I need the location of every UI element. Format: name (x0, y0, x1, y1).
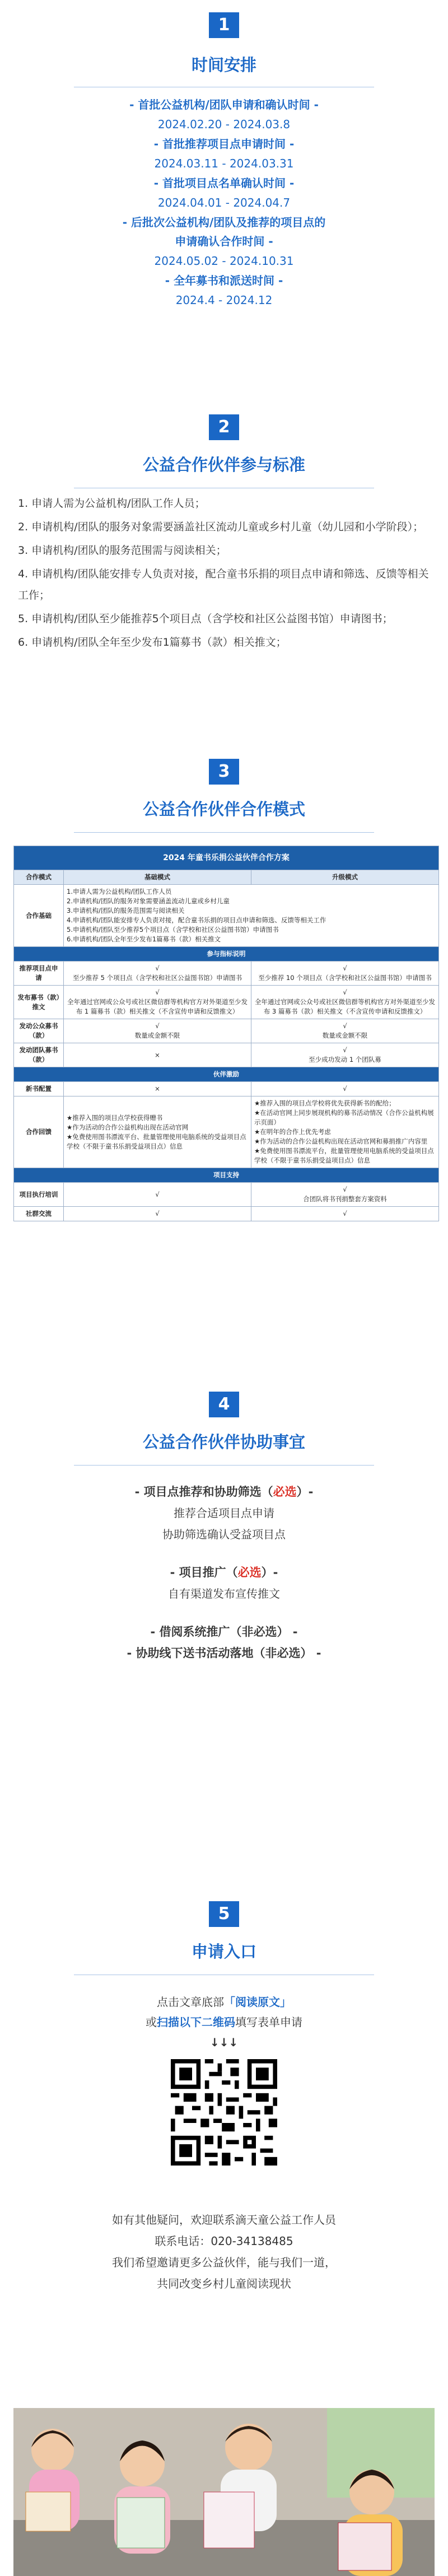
row-label: 合作回馈 (14, 1096, 64, 1168)
read-original-link[interactable]: 「阅读原文」 (224, 1995, 291, 2009)
criteria-line: 4.申请机构/团队能安排专人负责对接，配合童书乐捐的项目点申请和筛选、反馈等相关工作 (67, 916, 326, 924)
qr-code-icon (171, 2059, 277, 2166)
section-number-badge: 1 (209, 12, 239, 38)
contact-line: 如有其他疑问，欢迎联系滴天童公益工作人员 (112, 2213, 336, 2227)
basic-criteria (64, 885, 439, 947)
row-label: 发动团队募书（款） (14, 1043, 64, 1067)
row-label: 合作基础 (14, 885, 64, 947)
assistance-list (0, 1481, 448, 1664)
section-number-badge: 5 (209, 1901, 239, 1927)
timeline-heading: - 全年募书和派送时间 - (165, 274, 283, 287)
contact-line: 共同改变乡村儿童阅读现状 (157, 2277, 291, 2290)
section-title: 公益合作伙伴协助事宜 (142, 1432, 305, 1452)
entry-instructions (0, 1992, 448, 2052)
band-label: 项目支持 (14, 1168, 439, 1183)
upgrade-cell: √ 合团队将书刊捐整套方案资料 (251, 1183, 439, 1207)
table-header: 合作模式 (14, 870, 64, 885)
row-label: 发布募书（款）推文 (14, 986, 64, 1019)
heading-text: - 项目推广（ (170, 1566, 238, 1579)
section-entry (0, 1901, 448, 2294)
upgrade-cell: √ 至少成功发动 1 个团队募 (251, 1043, 439, 1067)
basic-cell: √ 数量或金额不限 (64, 1019, 251, 1043)
timeline-heading: - 首批公益机构/团队申请和确认时间 - (129, 98, 319, 111)
upgrade-cell: ★推荐入围的项目点学校将优先获得新书的配给； ★在活动官网上同步展现机构的募书活动情况（合作公益机构展示页面） ★在明年的合作上优先考虑 ★作为活动的合作公益机构出现在活动官网和募捐推广内容里 ★免费使用图书漂流平台，批量管理使用电脑系统的受益项目点学校（不限于童书乐捐受益项目点）信息 (251, 1096, 439, 1168)
required-tag: 必选 (237, 1566, 262, 1579)
upgrade-cell: √ 全年通过官网或公众号或社区微信群等机构官方对外渠道至少发布 3 篇募书（款）相关推文（不含宣传申请和反馈推文） (251, 986, 439, 1019)
row-label: 项目执行培训 (14, 1183, 64, 1207)
down-arrows: ↓↓↓ (209, 2036, 239, 2049)
table-band (14, 1067, 439, 1082)
timeline-item (0, 174, 448, 213)
band-label: 伙伴激励 (14, 1067, 439, 1082)
contact-phone: 联系电话：020-34138485 (155, 2234, 293, 2248)
criteria-line: 6.申请机构/团队全年至少发布1篇募书（款）相关推文 (67, 935, 221, 943)
table-row (14, 1019, 439, 1043)
standards-list (18, 493, 432, 655)
assist-item-heading: - 协助线下送书活动落地（非必选） - (127, 1646, 321, 1660)
divider (74, 1465, 374, 1466)
basic-cell: √ 全年通过官网或公众号或社区微信群等机构官方对外渠道至少发布 1 篇募书（款）相关推文（不含宣传申请和反馈推文） (64, 986, 251, 1019)
upgrade-cell: √ (251, 1207, 439, 1221)
list-item: 5. 申请机构/团队至少能推荐5个项目点（含学校和社区公益图书馆）申请图书； (18, 613, 393, 625)
criteria-line: 5.申请机构/团队至少推荐5个项目点（含学校和社区公益图书馆）申请图书 (67, 926, 279, 934)
entry-line (0, 1992, 448, 2012)
table-row (14, 1096, 439, 1168)
list-item: 1. 申请人需为公益机构/团队工作人员； (18, 497, 206, 510)
timeline-item (0, 134, 448, 174)
section-title: 公益合作伙伴合作模式 (142, 800, 305, 819)
basic-cell: √ (64, 1183, 251, 1207)
basic-cell: √ (64, 1207, 251, 1221)
contact-line: 我们希望邀请更多公益伙伴，能与我们一道， (112, 2256, 336, 2269)
table-row (14, 1207, 439, 1221)
heading-text: ）- (261, 1566, 278, 1579)
required-tag: 必选 (273, 1485, 297, 1499)
timeline-item (0, 95, 448, 134)
assist-item-heading: - 借阅系统推广（非必选） - (150, 1625, 298, 1639)
list-item: 6. 申请机构/团队全年至少发布1篇募书（款）相关推文； (18, 636, 287, 648)
entry-text: 点击文章底部 (157, 1995, 224, 2009)
timeline-date: 2024.4 - 2024.12 (175, 293, 273, 307)
timeline-item (0, 213, 448, 271)
timeline-heading: - 首批推荐项目点申请时间 - (153, 137, 295, 151)
assist-item-heading (0, 1562, 448, 1583)
assist-item-heading (0, 1481, 448, 1502)
timeline-heading: - 首批项目点名单确认时间 - (153, 176, 295, 190)
basic-cell: × (64, 1082, 251, 1096)
upgrade-cell: √ 至少推荐 10 个项目点（含学校和社区公益图书馆）申请图书 (251, 962, 439, 986)
row-label: 社群交流 (14, 1207, 64, 1221)
timeline-date: 2024.03.11 - 2024.03.31 (154, 157, 294, 170)
table-row (14, 962, 439, 986)
section-schedule (0, 12, 448, 310)
list-item: 3. 申请机构/团队的服务范围需与阅读相关； (18, 544, 227, 557)
contact-block (0, 2209, 448, 2294)
qr-code[interactable] (171, 2059, 277, 2166)
section-number-badge: 4 (209, 1392, 239, 1417)
row-label: 推荐项目点申请 (14, 962, 64, 986)
section-assistance (0, 1392, 448, 1664)
heading-text: ）- (296, 1485, 314, 1499)
list-item: 2. 申请机构/团队的服务对象需要涵盖社区流动儿童或乡村儿童（幼儿园和小学阶段）； (18, 521, 424, 533)
timeline-date: 2024.05.02 - 2024.10.31 (154, 254, 294, 268)
table-header: 基础模式 (64, 870, 251, 885)
timeline (0, 95, 448, 310)
section-title: 时间安排 (191, 55, 256, 74)
section-standards (0, 414, 448, 488)
basic-cell: × (64, 1043, 251, 1067)
table-row (14, 986, 439, 1019)
list-item: 4. 申请机构/团队能安排专人负责对接，配合童书乐捐的项目点申请和筛选、反馈等相关工作； (18, 568, 429, 601)
upgrade-cell: √ 数量或金额不限 (251, 1019, 439, 1043)
timeline-heading-line2: 申请确认合作时间 - (175, 235, 273, 248)
row-label: 发动公众募书（款） (14, 1019, 64, 1043)
timeline-heading: - 后批次公益机构/团队及推荐的项目点的 (122, 216, 326, 229)
basic-cell: ★推荐入围的项目点学校获得赠书 ★作为活动的合作公益机构出现在活动官网 ★免费使用图书漂流平台、批量管理使用电脑系统的受益项目点学校（不限于童书乐捐受益项目点）信息 (64, 1096, 251, 1168)
table-row (14, 885, 439, 947)
section-number-badge: 2 (209, 414, 239, 440)
section-number-badge: 3 (209, 759, 239, 785)
assist-detail: 协助筛选确认受益项目点 (162, 1528, 286, 1541)
upgrade-cell: √ (251, 1082, 439, 1096)
entry-line (0, 2012, 448, 2032)
timeline-date: 2024.02.20 - 2024.03.8 (157, 118, 291, 131)
table-row (14, 1082, 439, 1096)
timeline-date: 2024.04.01 - 2024.04.7 (157, 196, 291, 209)
section-coop-mode (0, 759, 448, 833)
table-header: 升级模式 (251, 870, 439, 885)
assist-detail: 自有渠道发布宣传推文 (168, 1587, 280, 1600)
entry-text: 或 (146, 2015, 157, 2029)
basic-cell: √ 至少推荐 5 个项目点（含学校和社区公益图书馆）申请图书 (64, 962, 251, 986)
section-title: 申请入口 (191, 1942, 256, 1961)
table-row (14, 1183, 439, 1207)
children-reading-photo (13, 2408, 435, 2576)
criteria-line: 1.申请人需为公益机构/团队工作人员 (67, 888, 172, 895)
table-header-row (14, 870, 439, 885)
criteria-line: 2.申请机构/团队的服务对象需要涵盖流动儿童或乡村儿童 (67, 897, 230, 905)
divider (74, 832, 374, 833)
cooperation-table (13, 846, 439, 1221)
table-band (14, 947, 439, 962)
table-band (14, 1168, 439, 1183)
section-title: 公益合作伙伴参与标准 (142, 455, 305, 474)
band-label: 参与指标说明 (14, 947, 439, 962)
scan-qr-link: 扫描以下二维码 (157, 2015, 235, 2029)
table-row (14, 1043, 439, 1067)
children-photo-illustration (13, 2408, 435, 2576)
entry-text: 填写表单申请 (235, 2015, 302, 2029)
timeline-item (0, 271, 448, 310)
assist-detail: 推荐合适项目点申请 (174, 1506, 274, 1520)
table-title: 2024 年童书乐捐公益伙伴合作方案 (14, 846, 439, 870)
criteria-line: 3.申请机构/团队的服务范围需与阅读相关 (67, 907, 185, 914)
row-label: 新书配置 (14, 1082, 64, 1096)
heading-text: - 项目点推荐和协助筛选（ (134, 1485, 273, 1499)
